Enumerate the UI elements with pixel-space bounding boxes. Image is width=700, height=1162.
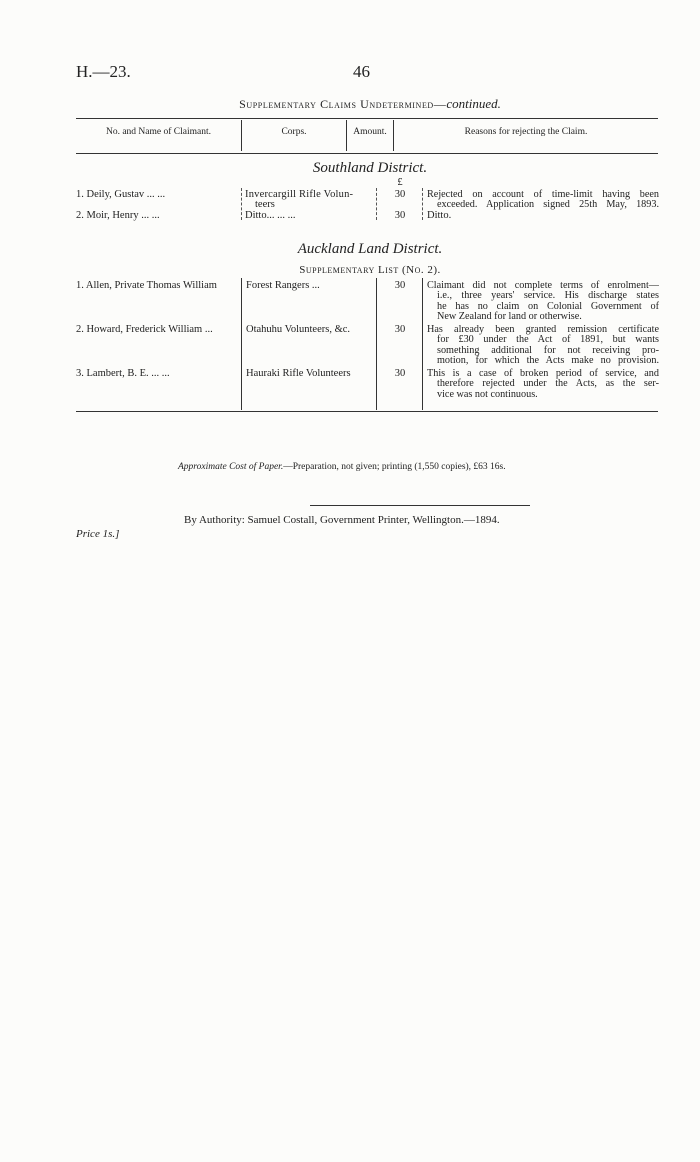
reason-line: Claimant did not complete terms of enrolment—	[427, 280, 659, 291]
column-header-claimant: No. and Name of Claimant.	[105, 127, 211, 137]
district-heading-southland: Southland District.	[312, 160, 428, 176]
table-title	[0, 96, 700, 112]
reason-line: something additional for not receiving pro-	[437, 344, 659, 356]
column-header-amount: Amount.	[353, 127, 387, 137]
table-top-rule	[76, 118, 658, 119]
rejection-reason	[427, 325, 659, 367]
price-note: Price 1s.]	[76, 528, 120, 540]
reason-line: therefore rejected under the Acts, as the ser-	[437, 378, 659, 390]
claim-amount: 30	[394, 210, 406, 221]
column-header-corps: Corps.	[281, 127, 307, 137]
claimant-name: 3. Lambert, B. E. ... ...	[76, 368, 170, 379]
reason-line: exceeded. Application signed 25th May, 1893.	[437, 199, 659, 211]
document-reference: H.—23.	[76, 62, 131, 81]
table-title-continued: continued.	[446, 96, 501, 111]
reason-line: for £30 under the Act of 1891, but wants	[437, 334, 659, 346]
corps-name-continued: teers	[255, 199, 275, 210]
reason-line: This is a case of broken period of service, and	[427, 368, 659, 379]
reason-line: New Zealand for land or otherwise.	[437, 311, 582, 323]
claim-amount: 30	[394, 324, 406, 335]
rejection-reason	[427, 369, 659, 400]
reason-line: i.e., three years' service. His discharge states	[437, 290, 659, 302]
district-heading-auckland: Auckland Land District.	[297, 241, 443, 257]
reason-line: Rejected on account of time-limit having been	[427, 189, 659, 200]
column-divider	[241, 188, 242, 220]
table-header-rule	[76, 153, 658, 154]
column-divider	[376, 278, 377, 410]
corps-name: Otahuhu Volunteers, &c.	[246, 324, 351, 335]
reason-line: Has already been granted remission certificate	[427, 324, 659, 335]
cost-label: Approximate Cost of Paper.	[178, 462, 284, 472]
claimant-name: 1. Deily, Gustav ... ...	[76, 189, 166, 200]
reason-line: motion, for which the Acts make no provision.	[437, 355, 659, 367]
claimant-name: 2. Howard, Frederick William ...	[76, 324, 213, 335]
reason-line: he has no claim on Colonial Government of	[437, 300, 659, 312]
cost-of-paper-note	[178, 462, 506, 472]
claimant-name: 2. Moir, Henry ... ...	[76, 210, 160, 221]
claim-amount: 30	[394, 189, 406, 200]
rejection-reason: Ditto.	[427, 210, 452, 221]
rejection-reason	[427, 281, 659, 323]
page-number: 46	[353, 62, 370, 81]
claimant-name: 1. Allen, Private Thomas William	[76, 280, 217, 291]
claim-amount: 30	[394, 368, 406, 379]
reason-line: vice was not continuous.	[437, 388, 538, 400]
corps-name: Forest Rangers ...	[246, 280, 320, 291]
cost-text: —Preparation, not given; printing (1,550 copies), £63 16s.	[283, 462, 506, 472]
column-divider	[422, 188, 423, 220]
footer-rule	[310, 505, 530, 506]
table-title-main: Supplementary Claims Undetermined—	[239, 97, 447, 111]
column-divider	[241, 278, 242, 410]
corps-name: Ditto... ... ...	[245, 210, 296, 221]
column-header-reasons: Reasons for rejecting the Claim.	[464, 127, 588, 137]
claim-amount: 30	[394, 280, 406, 291]
rejection-reason	[427, 190, 659, 211]
column-divider	[376, 188, 377, 220]
table-bottom-rule	[76, 411, 658, 412]
printer-authority: By Authority: Samuel Costall, Government Printer, Wellington.—1894.	[184, 514, 500, 526]
column-divider	[422, 278, 423, 410]
corps-name: Invercargill Rifle Volun-	[245, 189, 354, 200]
corps-name: Hauraki Rifle Volunteers	[246, 368, 351, 379]
supplementary-list-heading: Supplementary List (No. 2).	[299, 264, 441, 276]
currency-symbol: £	[397, 177, 403, 188]
